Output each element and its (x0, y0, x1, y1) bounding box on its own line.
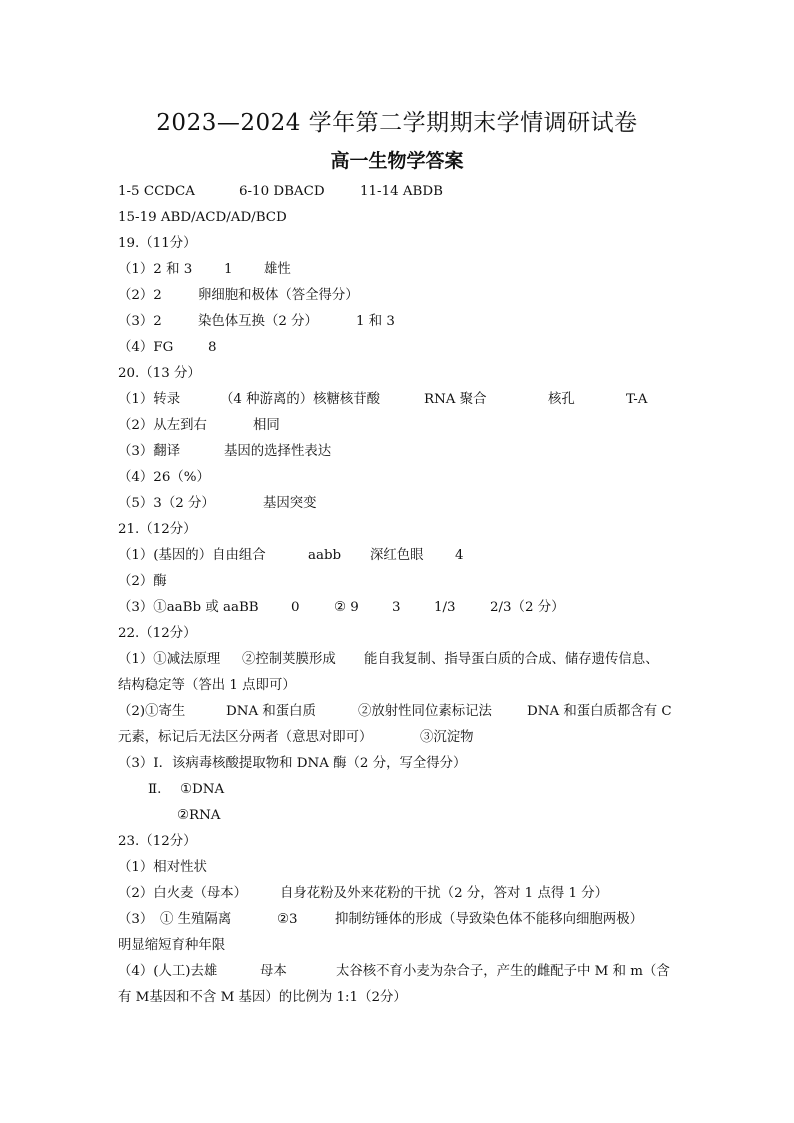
q20-3-a: （3）翻译 (118, 444, 181, 459)
q22-1-a: （1）①减法原理 (118, 652, 221, 667)
q20-heading: 20.（13 分） (118, 366, 201, 381)
q21-line-2: （2）酶 (118, 574, 167, 589)
q20-5-a: （5）3（2 分） (118, 496, 215, 511)
q20-1-c: RNA 聚合 (424, 392, 487, 407)
q21-1-a: （1）(基因的）自由组合 (118, 548, 266, 563)
q23-line-1: （1）相对性状 (118, 860, 207, 875)
q21-line-1 (118, 547, 464, 565)
q22-3-a: （2)①寄生 (118, 704, 186, 719)
q20-line-3 (118, 443, 331, 461)
q19-3-c: 1 和 3 (356, 314, 395, 329)
q21-3-d: 3 (392, 600, 401, 615)
q21-3-b: 0 (291, 600, 300, 615)
q19-heading: 19.（11分） (118, 236, 197, 251)
q20-line-1 (118, 391, 647, 409)
q22-6-b: ①DNA (180, 782, 225, 797)
page-title: 2023—2024 学年第二学期期末学情调研试卷 (156, 110, 638, 136)
q21-1-b: aabb (308, 548, 342, 563)
q23-3-a: （3） (118, 912, 154, 927)
q22-line-3 (118, 703, 672, 721)
q23-line-3 (118, 911, 643, 929)
q23-line-2 (118, 885, 608, 903)
q19-line-2 (118, 287, 359, 305)
q23-3-d: 抑制纺锤体的形成（导致染色体不能移向细胞两极） (335, 912, 643, 927)
mc-group-6-10: 6-10 DBACD (239, 184, 325, 199)
q19-1-b: 1 (224, 262, 233, 277)
q22-1-c: 能自我复制、指导蛋白质的合成、储存遗传信息、 (364, 652, 659, 667)
q19-4-b: 8 (208, 340, 217, 355)
q23-2-a: （2）白火麦（母本） (118, 886, 248, 901)
page-subtitle: 高一生物学答案 (330, 150, 464, 172)
q19-2-a: （2）2 (118, 288, 162, 303)
q22-line-2: 结构稳定等（答出 1 点即可） (118, 678, 296, 693)
q19-4-a: （4）FG (118, 340, 174, 355)
q20-line-5 (118, 495, 317, 513)
q19-3-b: 染色体互换（2 分） (198, 314, 318, 329)
q22-3-b: DNA 和蛋白质 (226, 704, 316, 719)
mc-row-1 (118, 183, 443, 201)
q21-line-3 (118, 599, 565, 617)
q22-line-4 (118, 729, 474, 747)
q22-line-5: （3）Ⅰ．该病毒核酸提取物和 DNA 酶（2 分，写全得分） (118, 756, 467, 771)
q22-heading: 22.（12分） (118, 626, 197, 641)
q20-1-d: 核孔 (548, 392, 575, 407)
q21-3-c: ② 9 (334, 600, 359, 615)
mc-group-11-14: 11-14 ABDB (360, 184, 443, 199)
mc-group-1-5: 1-5 CCDCA (118, 184, 195, 199)
q20-2-b: 相同 (253, 418, 280, 433)
q22-line-6 (148, 781, 224, 799)
q21-heading: 21.（12分） (118, 522, 197, 537)
q20-5-b: 基因突变 (263, 496, 317, 511)
q23-2-b: 自身花粉及外来花粉的干扰（2 分，答对 1 点得 1 分） (280, 886, 609, 901)
q19-line-1 (118, 261, 291, 279)
q22-4-b: ③沉淀物 (420, 730, 474, 745)
q19-3-a: （3）2 (118, 314, 162, 329)
q19-1-a: （1）2 和 3 (118, 262, 193, 277)
q22-4-a: 元素，标记后无法区分两者（意思对即可） (118, 730, 373, 745)
q20-1-b: （4 种游离的）核糖核苷酸 (220, 392, 381, 407)
q20-line-2 (118, 417, 280, 435)
q21-3-a: （3）①aaBb 或 aaBB (118, 600, 259, 615)
q20-1-a: （1）转录 (118, 392, 181, 407)
q20-2-a: （2）从左到右 (118, 418, 207, 433)
q19-line-4 (118, 339, 217, 357)
q23-5-c: 太谷核不育小麦为杂合子，产生的雌配子中 M 和 m（含 (336, 964, 670, 979)
q22-6-a: Ⅱ. (148, 782, 162, 797)
q23-5-a: （4）(人工)去雄 (118, 964, 218, 979)
q21-1-c: 深红色眼 (370, 548, 424, 563)
q23-5-b: 母本 (260, 964, 287, 979)
q20-line-4: （4）26（%） (118, 470, 210, 485)
q19-line-3 (118, 313, 395, 331)
q22-3-d: DNA 和蛋白质都含有 C (527, 704, 672, 719)
q23-3-b: ① 生殖隔离 (160, 912, 232, 927)
mc-row-2: 15-19 ABD/ACD/AD/BCD (118, 210, 287, 225)
q21-3-e: 1/3 (434, 600, 456, 615)
q22-1-b: ②控制荚膜形成 (242, 652, 336, 667)
q22-line-7: ②RNA (177, 808, 221, 823)
q23-line-5 (118, 963, 670, 981)
q22-line-1 (118, 651, 659, 669)
q23-line-4: 明显缩短育种年限 (118, 938, 226, 953)
q23-line-6: 有 M基因和不含 M 基因）的比例为 1:1（2分） (118, 990, 407, 1005)
q22-3-c: ②放射性同位素标记法 (358, 704, 492, 719)
q23-heading: 23.（12分） (118, 834, 197, 849)
q21-3-f: 2/3（2 分） (490, 600, 565, 615)
q19-1-c: 雄性 (264, 262, 291, 277)
q23-3-c: ②3 (277, 912, 298, 927)
q19-2-b: 卵细胞和极体（答全得分） (198, 288, 359, 303)
q21-1-d: 4 (455, 548, 464, 563)
q20-3-b: 基因的选择性表达 (224, 444, 332, 459)
q20-1-e: T-A (626, 392, 648, 407)
